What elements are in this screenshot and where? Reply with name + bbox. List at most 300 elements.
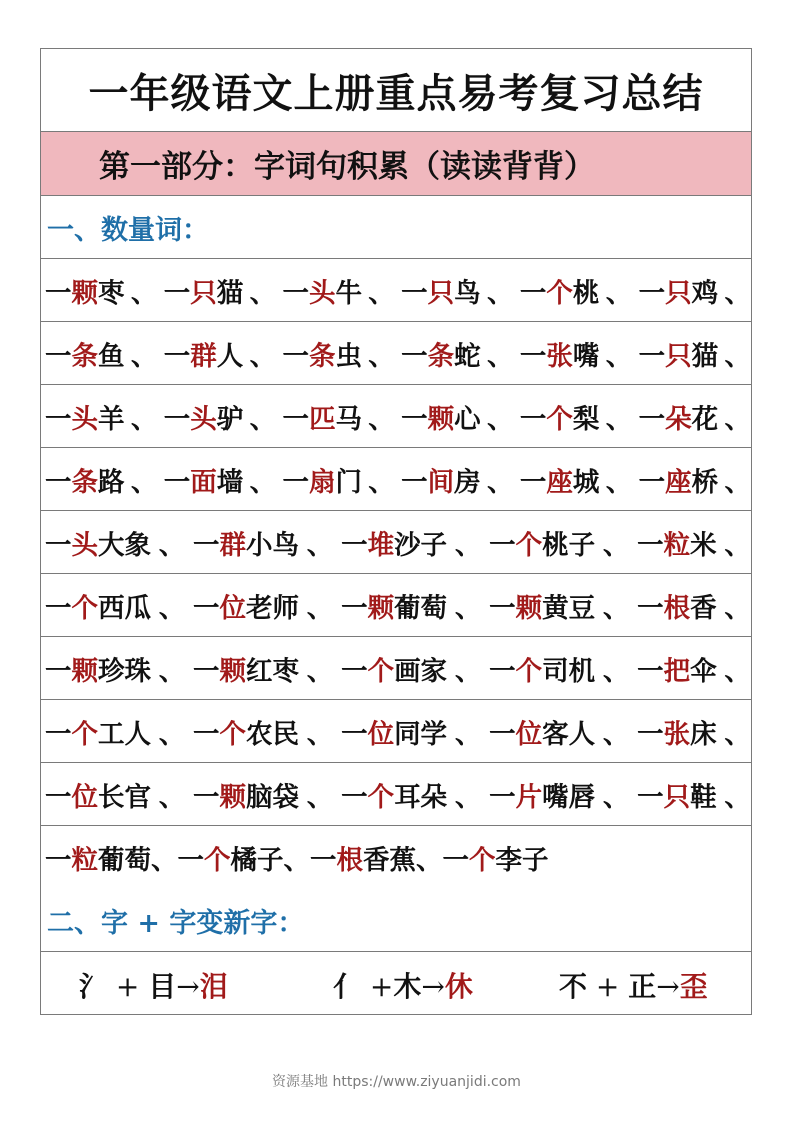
section1-heading-row (41, 196, 751, 259)
separator: 、 (368, 403, 395, 435)
list-item (45, 586, 151, 625)
measure-word: 条 (71, 466, 98, 498)
separator: 、 (605, 340, 633, 372)
numeral: 一 (45, 403, 72, 435)
noun: 香蕉 (363, 845, 416, 876)
list-item (193, 649, 299, 688)
list-item (401, 397, 481, 436)
separator: 、 (130, 403, 158, 435)
separator: 、 (249, 340, 277, 372)
measure-word: 间 (427, 466, 455, 498)
separator: 、 (724, 529, 751, 561)
separator: 、 (130, 277, 158, 309)
numeral: 一 (45, 466, 72, 498)
numeral: 一 (282, 466, 309, 498)
measure-word: 条 (308, 340, 336, 372)
noun: 桃子 (542, 529, 596, 561)
numeral: 一 (519, 403, 547, 435)
section2-heading-row (41, 889, 751, 952)
noun: 西瓜 (98, 592, 151, 624)
measure-word: 只 (663, 781, 691, 813)
component-a: 亻 (333, 970, 362, 1003)
list-item (164, 397, 244, 436)
numeral: 一 (45, 529, 72, 561)
separator: 、 (602, 529, 630, 561)
measure-word: 个 (515, 529, 543, 561)
numeral: 一 (489, 718, 516, 750)
result-character: 歪 (679, 970, 708, 1003)
list-item (639, 460, 719, 499)
numeral: 一 (341, 781, 368, 813)
character-combination-row (41, 952, 751, 1014)
noun: 葡萄 (98, 845, 151, 876)
measure-word: 个 (367, 781, 395, 813)
measure-word: 位 (367, 718, 395, 750)
plus-sign: + (107, 970, 149, 1003)
separator: 、 (602, 592, 630, 624)
numeral: 一 (193, 529, 220, 561)
character-combination (79, 965, 228, 1005)
noun: 沙子 (394, 529, 448, 561)
measure-word: 朵 (665, 403, 692, 435)
separator: 、 (487, 277, 514, 309)
numeral: 一 (637, 718, 664, 750)
separator: 、 (454, 655, 482, 687)
list-item (520, 397, 600, 436)
separator: 、 (724, 340, 751, 372)
numeral: 一 (282, 277, 309, 309)
numeral: 一 (519, 340, 547, 372)
numeral: 一 (519, 277, 547, 309)
noun: 工人 (98, 718, 151, 750)
arrow-icon: → (421, 970, 445, 1003)
numeral: 一 (489, 655, 516, 687)
noun: 门 (335, 466, 362, 498)
component-b: 目 (148, 970, 177, 1003)
list-item (639, 271, 719, 310)
numeral: 一 (341, 655, 368, 687)
separator: 、 (602, 718, 630, 750)
list-item (164, 334, 244, 373)
separator: 、 (605, 466, 633, 498)
numeral: 一 (45, 592, 72, 624)
list-item (45, 775, 151, 814)
separator: 、 (158, 781, 186, 813)
measure-word: 颗 (427, 403, 455, 435)
component-b: 正 (628, 970, 657, 1003)
separator: 、 (724, 718, 751, 750)
noun: 鱼 (98, 340, 125, 372)
numeral: 一 (401, 340, 428, 372)
measure-word: 头 (190, 403, 217, 435)
numeral: 一 (310, 845, 337, 876)
measure-word: 颗 (219, 781, 247, 813)
numeral: 一 (282, 340, 309, 372)
separator: 、 (306, 592, 334, 624)
noun: 猫 (216, 277, 244, 309)
noun: 花 (691, 403, 719, 435)
separator: 、 (306, 718, 334, 750)
noun: 猫 (691, 340, 719, 372)
component-b: 木 (393, 970, 422, 1003)
measure-word: 个 (367, 655, 395, 687)
noun: 黄豆 (542, 592, 596, 624)
noun: 橘子 (230, 845, 284, 876)
list-item (637, 712, 717, 751)
noun: 虫 (335, 340, 362, 372)
measure-word: 堆 (367, 529, 395, 561)
table-row (41, 385, 751, 448)
list-item (520, 334, 600, 373)
component-a: 氵 (79, 970, 108, 1003)
separator: 、 (249, 403, 277, 435)
separator: 、 (724, 466, 751, 498)
noun: 羊 (98, 403, 125, 435)
list-item (637, 775, 717, 814)
measure-word: 扇 (308, 466, 336, 498)
noun: 枣 (98, 277, 125, 309)
measure-word: 根 (663, 592, 691, 624)
noun: 马 (335, 403, 362, 435)
measure-word: 个 (71, 592, 98, 624)
separator: 、 (487, 340, 514, 372)
measure-word: 头 (71, 403, 98, 435)
list-item (164, 460, 244, 499)
table-row (41, 700, 751, 763)
noun: 驴 (216, 403, 244, 435)
list-item (45, 838, 151, 877)
measure-word: 座 (546, 466, 573, 498)
noun: 脑袋 (246, 781, 300, 813)
separator: 、 (130, 466, 158, 498)
separator: 、 (158, 718, 186, 750)
measure-word: 头 (308, 277, 336, 309)
numeral: 一 (45, 340, 72, 372)
list-item (489, 586, 595, 625)
measure-word: 颗 (367, 592, 395, 624)
measure-word: 颗 (219, 655, 247, 687)
list-item (282, 334, 362, 373)
noun: 桥 (691, 466, 719, 498)
list-item (401, 334, 481, 373)
separator: 、 (283, 845, 310, 876)
separator: 、 (454, 718, 482, 750)
numeral: 一 (637, 592, 664, 624)
list-item (401, 271, 481, 310)
plus-sign: + (587, 970, 629, 1003)
separator: 、 (416, 845, 443, 876)
separator: 、 (306, 781, 334, 813)
measure-word: 面 (190, 466, 217, 498)
noun: 葡萄 (394, 592, 448, 624)
numeral: 一 (341, 592, 368, 624)
noun: 墙 (216, 466, 244, 498)
numeral: 一 (45, 718, 72, 750)
measure-word: 条 (71, 340, 98, 372)
noun: 小鸟 (246, 529, 300, 561)
section2-heading: 二、字 + 字变新字： (47, 907, 305, 939)
numeral: 一 (177, 845, 204, 876)
list-item (520, 460, 600, 499)
page-title: 一年级语文上册重点易考复习总结 (88, 69, 704, 117)
measure-word: 只 (665, 340, 692, 372)
noun: 耳朵 (394, 781, 448, 813)
separator: 、 (454, 781, 482, 813)
list-item (639, 397, 719, 436)
noun: 路 (98, 466, 125, 498)
separator: 、 (249, 277, 277, 309)
measure-word: 个 (219, 718, 247, 750)
table-row (41, 448, 751, 511)
separator: 、 (454, 592, 482, 624)
separator: 、 (605, 403, 633, 435)
list-item (45, 649, 151, 688)
noun: 人 (216, 340, 244, 372)
plus-sign: + (361, 970, 394, 1003)
separator: 、 (158, 592, 186, 624)
separator: 、 (602, 781, 630, 813)
numeral: 一 (638, 403, 666, 435)
list-item (637, 523, 717, 562)
measure-word: 条 (427, 340, 455, 372)
list-item (520, 271, 600, 310)
noun: 大象 (98, 529, 151, 561)
noun: 伞 (690, 655, 717, 687)
numeral: 一 (45, 277, 72, 309)
measure-word: 位 (71, 781, 98, 813)
list-item (341, 775, 447, 814)
character-combination (333, 965, 473, 1005)
separator: 、 (724, 592, 751, 624)
noun: 蛇 (454, 340, 481, 372)
list-item (45, 523, 151, 562)
numeral: 一 (341, 718, 368, 750)
numeral: 一 (638, 277, 666, 309)
list-item (637, 586, 717, 625)
measure-word: 座 (665, 466, 692, 498)
numeral: 一 (193, 592, 220, 624)
list-item (45, 334, 125, 373)
list-item (193, 523, 299, 562)
list-item (443, 838, 549, 877)
measure-word-list (41, 259, 751, 889)
numeral: 一 (637, 781, 664, 813)
list-item (193, 712, 299, 751)
separator: 、 (249, 466, 277, 498)
numeral: 一 (45, 655, 72, 687)
numeral: 一 (341, 529, 368, 561)
measure-word: 颗 (71, 277, 98, 309)
footer-watermark: 资源基地 https://www.ziyuanjidi.com (272, 1074, 521, 1090)
noun: 房 (454, 466, 481, 498)
title-row (41, 49, 751, 132)
result-character: 休 (444, 970, 473, 1003)
noun: 梨 (572, 403, 600, 435)
list-item (341, 712, 447, 751)
numeral: 一 (489, 781, 516, 813)
list-item (282, 271, 362, 310)
noun: 长官 (98, 781, 151, 813)
numeral: 一 (193, 718, 220, 750)
numeral: 一 (163, 277, 191, 309)
part-banner: 第一部分：字词句积累（读读背背） (99, 149, 595, 185)
noun: 李子 (495, 845, 549, 876)
numeral: 一 (519, 466, 547, 498)
noun: 床 (690, 718, 717, 750)
measure-word: 把 (663, 655, 691, 687)
list-item (401, 460, 481, 499)
measure-word: 个 (71, 718, 98, 750)
measure-word: 只 (190, 277, 217, 309)
list-item (164, 271, 244, 310)
table-row (41, 322, 751, 385)
measure-word: 群 (219, 529, 247, 561)
component-a: 不 (559, 970, 588, 1003)
table-row (41, 637, 751, 700)
measure-word: 根 (336, 845, 363, 876)
measure-word: 颗 (515, 592, 543, 624)
list-item (45, 271, 125, 310)
list-item (282, 460, 362, 499)
separator: 、 (724, 403, 751, 435)
list-item (341, 586, 447, 625)
list-item (310, 838, 416, 877)
list-item (45, 397, 125, 436)
numeral: 一 (489, 592, 516, 624)
measure-word: 个 (515, 655, 543, 687)
noun: 香 (690, 592, 717, 624)
separator: 、 (130, 340, 158, 372)
numeral: 一 (401, 403, 428, 435)
measure-word: 只 (665, 277, 692, 309)
numeral: 一 (45, 781, 72, 813)
numeral: 一 (163, 340, 191, 372)
noun: 同学 (394, 718, 448, 750)
noun: 老师 (246, 592, 300, 624)
list-item (341, 649, 447, 688)
list-item (341, 523, 447, 562)
measure-word: 张 (546, 340, 573, 372)
numeral: 一 (282, 403, 309, 435)
numeral: 一 (637, 655, 664, 687)
list-item (639, 334, 719, 373)
separator: 、 (306, 655, 334, 687)
measure-word: 颗 (71, 655, 98, 687)
separator: 、 (602, 655, 630, 687)
noun: 画家 (394, 655, 448, 687)
list-item (489, 712, 595, 751)
measure-word: 个 (546, 403, 573, 435)
noun: 牛 (335, 277, 362, 309)
section1-heading: 一、数量词： (47, 214, 209, 246)
measure-word: 个 (204, 845, 231, 876)
table-row (41, 259, 751, 322)
separator: 、 (306, 529, 334, 561)
noun: 嘴 (572, 340, 600, 372)
measure-word: 头 (71, 529, 98, 561)
noun: 鞋 (690, 781, 717, 813)
numeral: 一 (442, 845, 469, 876)
numeral: 一 (163, 466, 191, 498)
list-item (637, 649, 717, 688)
measure-word: 粒 (71, 845, 98, 876)
list-item (45, 460, 125, 499)
numeral: 一 (638, 466, 666, 498)
measure-word: 粒 (663, 529, 691, 561)
character-combination (559, 965, 708, 1005)
list-item (489, 523, 595, 562)
part-banner-row (41, 132, 751, 196)
numeral: 一 (401, 277, 428, 309)
table-row (41, 826, 751, 889)
list-item (45, 712, 151, 751)
noun: 米 (690, 529, 717, 561)
numeral: 一 (637, 529, 664, 561)
measure-word: 只 (427, 277, 455, 309)
noun: 桃 (572, 277, 600, 309)
list-item (178, 838, 284, 877)
arrow-icon: → (176, 970, 200, 1003)
measure-word: 位 (515, 718, 543, 750)
noun: 城 (572, 466, 600, 498)
noun: 客人 (542, 718, 596, 750)
separator: 、 (158, 655, 186, 687)
noun: 红枣 (246, 655, 300, 687)
review-sheet (40, 48, 752, 1015)
numeral: 一 (401, 466, 428, 498)
table-row (41, 763, 751, 826)
table-row (41, 574, 751, 637)
separator: 、 (158, 529, 186, 561)
noun: 鸡 (691, 277, 719, 309)
separator: 、 (368, 340, 395, 372)
list-item (489, 775, 595, 814)
measure-word: 位 (219, 592, 247, 624)
numeral: 一 (193, 655, 220, 687)
numeral: 一 (163, 403, 191, 435)
separator: 、 (454, 529, 482, 561)
measure-word: 群 (190, 340, 217, 372)
noun: 心 (454, 403, 481, 435)
noun: 农民 (246, 718, 300, 750)
separator: 、 (724, 781, 751, 813)
separator: 、 (151, 845, 178, 876)
measure-word: 片 (515, 781, 543, 813)
list-item (489, 649, 595, 688)
result-character: 泪 (199, 970, 228, 1003)
noun: 司机 (542, 655, 596, 687)
noun: 鸟 (454, 277, 481, 309)
separator: 、 (487, 403, 514, 435)
separator: 、 (368, 466, 395, 498)
numeral: 一 (638, 340, 666, 372)
measure-word: 个 (469, 845, 496, 876)
separator: 、 (487, 466, 514, 498)
numeral: 一 (45, 845, 72, 876)
noun: 珍珠 (98, 655, 151, 687)
numeral: 一 (193, 781, 220, 813)
numeral: 一 (489, 529, 516, 561)
separator: 、 (368, 277, 395, 309)
separator: 、 (605, 277, 633, 309)
list-item (193, 775, 299, 814)
list-item (282, 397, 362, 436)
noun: 嘴唇 (542, 781, 596, 813)
separator: 、 (724, 277, 751, 309)
separator: 、 (724, 655, 751, 687)
list-item (193, 586, 299, 625)
arrow-icon: → (656, 970, 680, 1003)
